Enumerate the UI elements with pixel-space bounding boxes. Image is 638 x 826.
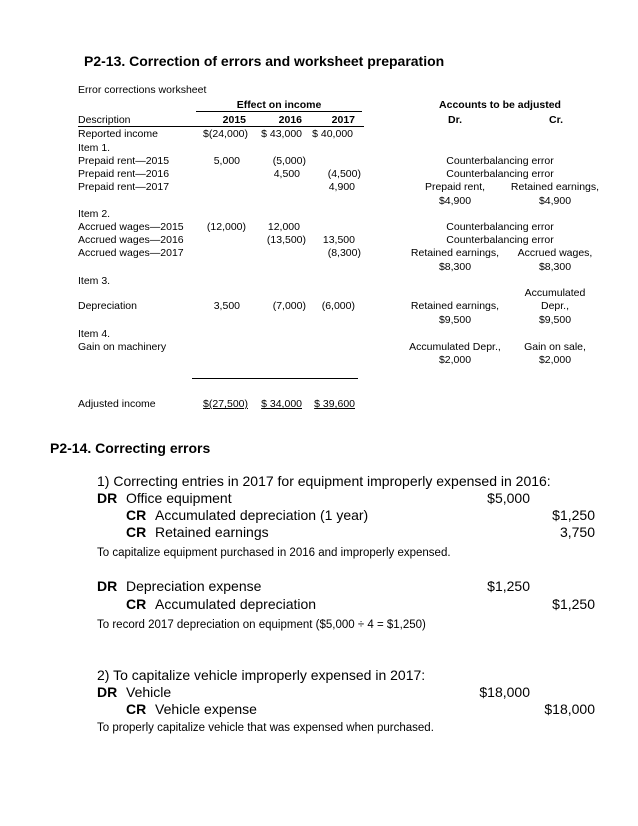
note-accrued-2015: Counterbalancing error [446, 221, 554, 233]
dr-accrued-2017: Retained earnings, [410, 247, 500, 259]
row-label-accrued-2016: Accrued wages—2016 [78, 234, 184, 246]
part1-heading: 1) Correcting entries in 2017 for equipment improperly expensed in 2016: [97, 473, 551, 489]
row-label-prepaid-2017: Prepaid rent—2017 [78, 181, 170, 193]
e1-note: To capitalize equipment purchased in 2016 and improperly expensed. [97, 547, 451, 559]
cr-amt-accrued-2017: $8,300 [538, 261, 572, 273]
dr-amt-accrued-2017: $8,300 [438, 261, 472, 273]
cell-prepaid2016-2016: 4,500 [273, 168, 300, 180]
row-label-prepaid-2015: Prepaid rent—2015 [78, 155, 170, 167]
e1-cr1-amount: $1,250 [552, 507, 595, 523]
row-label-reported: Reported income [78, 128, 158, 140]
row-label-accrued-2015: Accrued wages—2015 [78, 221, 184, 233]
dr-depreciation: Retained earnings, [410, 300, 500, 312]
e3-note: To properly capitalize vehicle that was expensed when purchased. [97, 722, 434, 734]
cell-adjusted-2017: $ 39,600 [314, 398, 355, 410]
item-4-label: Item 4. [78, 328, 111, 340]
total-rule [192, 378, 358, 379]
p214-title: P2-14. Correcting errors [50, 440, 211, 456]
cr-prepaid-2017: Retained earnings, [510, 181, 600, 193]
row-label-prepaid-2016: Prepaid rent—2016 [78, 168, 170, 180]
row-label-accrued-2017: Accrued wages—2017 [78, 247, 184, 259]
dr-gain: Accumulated Depr., [409, 341, 501, 353]
cell-depreciation-2016: (7,000) [272, 300, 306, 312]
cell-depreciation-2017: (6,000) [321, 300, 355, 312]
e1-cr2-keyword: CR [126, 524, 147, 540]
cell-accrued2017-2017: (8,300) [327, 247, 361, 259]
header-rule [78, 126, 364, 127]
item-3-label: Item 3. [78, 275, 111, 287]
row-label-adjusted: Adjusted income [78, 398, 156, 410]
e2-dr-account: Depreciation expense [126, 578, 262, 594]
e3-cr-keyword: CR [126, 701, 147, 717]
cell-accrued2015-2015: (12,000) [206, 221, 246, 233]
cr-depreciation: Depr., [540, 300, 569, 312]
col-dr: Dr. [447, 114, 462, 126]
e1-cr2-amount: 3,750 [559, 524, 595, 540]
note-accrued-2016: Counterbalancing error [446, 234, 554, 246]
item-2-label: Item 2. [78, 208, 111, 220]
dr-prepaid-2017: Prepaid rent, [424, 181, 486, 193]
cell-prepaid2015-2016: (5,000) [272, 155, 306, 167]
e1-cr2-account: Retained earnings [155, 524, 269, 540]
cell-accrued2015-2016: 12,000 [267, 221, 300, 233]
e3-dr-keyword: DR [97, 684, 118, 700]
cr-gain: Gain on sale, [524, 341, 586, 353]
e2-dr-amount: $1,250 [487, 578, 530, 594]
dr-amt-prepaid-2017: $4,900 [438, 195, 472, 207]
e2-cr-amount: $1,250 [552, 596, 595, 612]
cell-reported-2016: $ 43,000 [261, 128, 302, 140]
e2-note: To record 2017 depreciation on equipment ($5,000 ÷ 4 = $1,250) [97, 619, 426, 631]
e1-dr-keyword: DR [97, 490, 118, 506]
accounts-header: Accounts to be adjusted [439, 99, 561, 111]
e3-cr-amount: $18,000 [544, 701, 595, 717]
dr-amt-depreciation: $9,500 [438, 314, 472, 326]
e1-dr-amount: $5,000 [487, 490, 530, 506]
effect-header-rule [196, 111, 362, 112]
e2-cr-keyword: CR [126, 596, 147, 612]
cell-prepaid2016-2017: (4,500) [327, 168, 361, 180]
item-1-label: Item 1. [78, 142, 111, 154]
cell-accrued2016-2016: (13,500) [266, 234, 306, 246]
e3-dr-account: Vehicle [126, 684, 172, 700]
e1-cr1-keyword: CR [126, 507, 147, 523]
cell-adjusted-2016: $ 34,000 [261, 398, 302, 410]
cr-amt-gain: $2,000 [538, 354, 572, 366]
cr-amt-depreciation: $9,500 [538, 314, 572, 326]
e1-cr1-account: Accumulated depreciation (1 year) [155, 507, 369, 523]
e2-dr-keyword: DR [97, 578, 118, 594]
cr-amt-prepaid-2017: $4,900 [538, 195, 572, 207]
cell-prepaid2015-2015: 5,000 [213, 155, 240, 167]
col-2016: 2016 [278, 114, 302, 126]
dr-amt-gain: $2,000 [438, 354, 472, 366]
row-label-gain: Gain on machinery [78, 341, 167, 353]
col-cr: Cr. [548, 114, 563, 126]
cell-reported-2015: $(24,000) [203, 128, 248, 140]
e3-dr-amount: $18,000 [479, 684, 530, 700]
row-label-depreciation: Depreciation [78, 300, 137, 312]
p213-title: P2-13. Correction of errors and worksheet preparation [84, 53, 445, 69]
part2-heading: 2) To capitalize vehicle improperly expensed in 2017: [97, 667, 426, 683]
note-prepaid-2016: Counterbalancing error [446, 168, 554, 180]
cell-depreciation-2015: 3,500 [213, 300, 240, 312]
cell-accrued2016-2017: 13,500 [322, 234, 355, 246]
e2-cr-account: Accumulated depreciation [155, 596, 317, 612]
e1-dr-account: Office equipment [126, 490, 232, 506]
col-description: Description [78, 114, 131, 126]
e3-cr-account: Vehicle expense [155, 701, 257, 717]
cell-adjusted-2015: $(27,500) [203, 398, 248, 410]
cell-prepaid2017-2017: 4,900 [328, 181, 355, 193]
cr-top-depreciation: Accumulated [524, 287, 586, 299]
cr-accrued-2017: Accrued wages, [517, 247, 593, 259]
note-prepaid-2015: Counterbalancing error [446, 155, 554, 167]
col-2017: 2017 [331, 114, 355, 126]
effect-header: Effect on income [236, 99, 322, 111]
worksheet-title: Error corrections worksheet [78, 84, 207, 96]
cell-reported-2017: $ 40,000 [312, 128, 353, 140]
col-2015: 2015 [222, 114, 246, 126]
